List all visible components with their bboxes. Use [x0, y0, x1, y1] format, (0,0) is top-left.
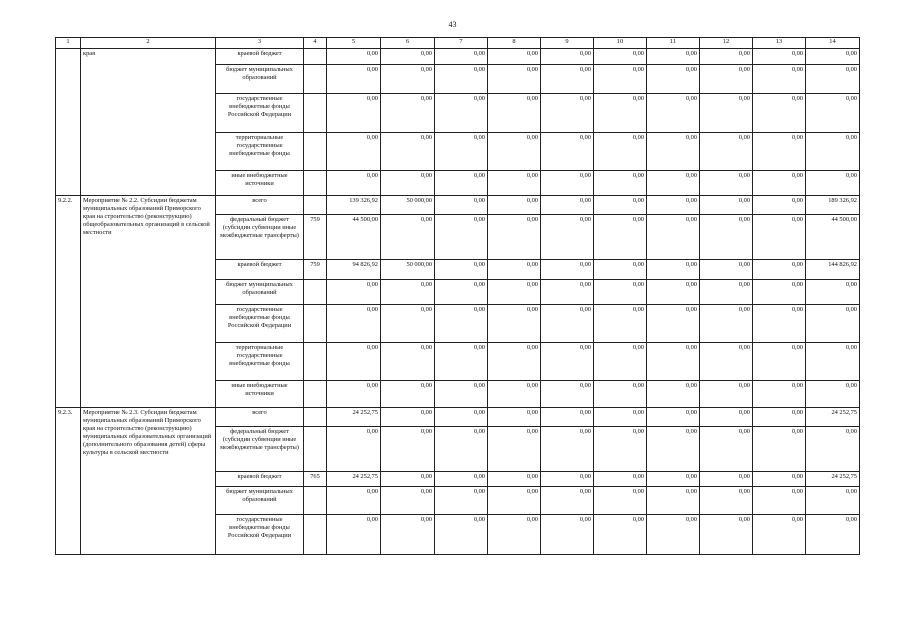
amount-cell: 0,00	[806, 171, 860, 196]
column-header: 10	[594, 38, 647, 49]
amount-cell: 0,00	[488, 65, 541, 94]
amount-cell: 0,00	[381, 305, 435, 343]
amount-cell: 0,00	[327, 280, 381, 305]
amount-cell: 0,00	[594, 472, 647, 487]
amount-cell: 0,00	[700, 305, 753, 343]
amount-cell: 0,00	[381, 133, 435, 171]
amount-cell: 0,00	[435, 515, 488, 555]
budget-code	[304, 427, 327, 472]
amount-cell: 0,00	[541, 487, 594, 515]
budget-code	[304, 133, 327, 171]
amount-cell: 94 826,92	[327, 260, 381, 280]
amount-cell: 24 252,75	[806, 472, 860, 487]
amount-cell: 0,00	[753, 280, 806, 305]
funding-source: федеральный бюджет (субсидии субвенции иные межбюджетные трансферты)	[216, 427, 304, 472]
amount-cell: 0,00	[647, 305, 700, 343]
amount-cell: 0,00	[594, 49, 647, 65]
amount-cell: 0,00	[541, 305, 594, 343]
item-code: 9.2.2.	[56, 196, 81, 408]
amount-cell: 0,00	[647, 427, 700, 472]
amount-cell: 0,00	[753, 215, 806, 260]
amount-cell: 0,00	[435, 487, 488, 515]
amount-cell: 0,00	[700, 215, 753, 260]
amount-cell: 0,00	[381, 515, 435, 555]
amount-cell: 0,00	[806, 280, 860, 305]
amount-cell: 0,00	[541, 65, 594, 94]
amount-cell: 0,00	[435, 260, 488, 280]
amount-cell: 0,00	[594, 94, 647, 133]
amount-cell: 0,00	[700, 280, 753, 305]
funding-source: бюджет муниципальных образований	[216, 65, 304, 94]
amount-cell: 0,00	[327, 487, 381, 515]
amount-cell: 0,00	[647, 280, 700, 305]
amount-cell: 0,00	[327, 171, 381, 196]
budget-code	[304, 280, 327, 305]
amount-cell: 50 000,00	[381, 260, 435, 280]
item-description: Мероприятие № 2.2. Субсидии бюджетам муниципальных образований Приморского края на строительство (реконструкцию) общеобразовательных организаций в сельской местности	[81, 196, 216, 408]
amount-cell: 0,00	[327, 515, 381, 555]
funding-source: территориальные государственные внебюджетные фонды	[216, 133, 304, 171]
amount-cell: 0,00	[488, 260, 541, 280]
amount-cell: 0,00	[753, 472, 806, 487]
funding-source: краевой бюджет	[216, 472, 304, 487]
amount-cell: 0,00	[594, 133, 647, 171]
amount-cell: 0,00	[647, 133, 700, 171]
column-header: 2	[81, 38, 216, 49]
budget-code: 759	[304, 215, 327, 260]
funding-source: краевой бюджет	[216, 260, 304, 280]
amount-cell: 0,00	[488, 472, 541, 487]
amount-cell: 0,00	[488, 343, 541, 381]
amount-cell: 0,00	[647, 487, 700, 515]
amount-cell: 0,00	[381, 487, 435, 515]
amount-cell: 0,00	[594, 260, 647, 280]
amount-cell: 0,00	[541, 94, 594, 133]
funding-source: территориальные государственные внебюджетные фонды	[216, 343, 304, 381]
amount-cell: 0,00	[753, 260, 806, 280]
amount-cell: 0,00	[488, 196, 541, 215]
amount-cell: 0,00	[806, 515, 860, 555]
column-header: 7	[435, 38, 488, 49]
amount-cell: 0,00	[753, 427, 806, 472]
amount-cell: 0,00	[327, 381, 381, 408]
amount-cell: 0,00	[647, 65, 700, 94]
amount-cell: 0,00	[435, 171, 488, 196]
table-row	[56, 196, 860, 215]
amount-cell: 0,00	[753, 487, 806, 515]
amount-cell: 0,00	[753, 65, 806, 94]
amount-cell: 0,00	[435, 215, 488, 260]
amount-cell: 0,00	[594, 171, 647, 196]
column-header: 8	[488, 38, 541, 49]
amount-cell: 0,00	[647, 343, 700, 381]
column-header: 11	[647, 38, 700, 49]
amount-cell: 0,00	[647, 260, 700, 280]
amount-cell: 0,00	[594, 427, 647, 472]
amount-cell: 0,00	[488, 280, 541, 305]
amount-cell: 0,00	[806, 427, 860, 472]
budget-code	[304, 343, 327, 381]
amount-cell: 0,00	[327, 305, 381, 343]
amount-cell: 24 252,75	[806, 408, 860, 427]
table-row	[56, 49, 860, 65]
amount-cell: 0,00	[753, 94, 806, 133]
amount-cell: 0,00	[753, 408, 806, 427]
amount-cell: 0,00	[327, 427, 381, 472]
budget-code: 765	[304, 472, 327, 487]
amount-cell: 0,00	[647, 196, 700, 215]
amount-cell: 0,00	[488, 133, 541, 171]
amount-cell: 0,00	[700, 487, 753, 515]
column-header: 4	[304, 38, 327, 49]
amount-cell: 0,00	[488, 215, 541, 260]
amount-cell: 0,00	[381, 427, 435, 472]
amount-cell: 0,00	[700, 260, 753, 280]
column-header: 14	[806, 38, 860, 49]
funding-source: иные внебюджетные источники	[216, 171, 304, 196]
amount-cell: 0,00	[541, 215, 594, 260]
amount-cell: 0,00	[381, 49, 435, 65]
amount-cell: 0,00	[327, 94, 381, 133]
amount-cell: 0,00	[488, 427, 541, 472]
amount-cell: 0,00	[753, 196, 806, 215]
amount-cell: 0,00	[806, 487, 860, 515]
budget-code	[304, 65, 327, 94]
amount-cell: 0,00	[541, 515, 594, 555]
funding-source: краевой бюджет	[216, 49, 304, 65]
amount-cell: 0,00	[541, 408, 594, 427]
amount-cell: 0,00	[435, 408, 488, 427]
amount-cell: 0,00	[594, 381, 647, 408]
amount-cell: 0,00	[488, 515, 541, 555]
amount-cell: 0,00	[541, 133, 594, 171]
budget-code	[304, 305, 327, 343]
amount-cell: 0,00	[435, 280, 488, 305]
budget-code	[304, 515, 327, 555]
column-header: 1	[56, 38, 81, 49]
item-code: 9.2.3.	[56, 408, 81, 555]
amount-cell: 0,00	[541, 280, 594, 305]
amount-cell: 0,00	[435, 343, 488, 381]
amount-cell: 0,00	[381, 280, 435, 305]
column-header: 5	[327, 38, 381, 49]
amount-cell: 0,00	[594, 215, 647, 260]
amount-cell: 0,00	[541, 381, 594, 408]
amount-cell: 0,00	[806, 133, 860, 171]
amount-cell: 24 252,75	[327, 472, 381, 487]
amount-cell: 189 326,92	[806, 196, 860, 215]
amount-cell: 0,00	[594, 343, 647, 381]
amount-cell: 0,00	[381, 171, 435, 196]
amount-cell: 0,00	[753, 171, 806, 196]
amount-cell: 0,00	[594, 408, 647, 427]
amount-cell: 0,00	[435, 472, 488, 487]
amount-cell: 0,00	[381, 343, 435, 381]
amount-cell: 144 826,92	[806, 260, 860, 280]
amount-cell: 0,00	[647, 49, 700, 65]
amount-cell: 0,00	[541, 427, 594, 472]
amount-cell: 0,00	[541, 260, 594, 280]
amount-cell: 0,00	[753, 133, 806, 171]
amount-cell: 0,00	[700, 381, 753, 408]
amount-cell: 0,00	[700, 171, 753, 196]
amount-cell: 0,00	[488, 408, 541, 427]
amount-cell: 0,00	[700, 133, 753, 171]
amount-cell: 0,00	[806, 305, 860, 343]
item-description: края	[81, 49, 216, 196]
amount-cell: 0,00	[753, 305, 806, 343]
amount-cell: 0,00	[700, 49, 753, 65]
budget-code	[304, 171, 327, 196]
amount-cell: 0,00	[488, 381, 541, 408]
funding-source: всего	[216, 408, 304, 427]
funding-source: бюджет муниципальных образований	[216, 280, 304, 305]
amount-cell: 0,00	[594, 196, 647, 215]
amount-cell: 0,00	[381, 408, 435, 427]
amount-cell: 0,00	[488, 171, 541, 196]
amount-cell: 0,00	[488, 487, 541, 515]
amount-cell: 0,00	[488, 94, 541, 133]
budget-code	[304, 94, 327, 133]
amount-cell: 0,00	[753, 343, 806, 381]
amount-cell: 0,00	[700, 94, 753, 133]
amount-cell: 0,00	[594, 305, 647, 343]
amount-cell: 0,00	[753, 515, 806, 555]
amount-cell: 0,00	[700, 408, 753, 427]
amount-cell: 0,00	[327, 49, 381, 65]
amount-cell: 0,00	[753, 49, 806, 65]
amount-cell: 0,00	[435, 49, 488, 65]
amount-cell: 0,00	[594, 487, 647, 515]
amount-cell: 0,00	[647, 408, 700, 427]
budget-code	[304, 381, 327, 408]
amount-cell: 0,00	[647, 381, 700, 408]
column-header: 3	[216, 38, 304, 49]
amount-cell: 0,00	[381, 65, 435, 94]
funding-source: иные внебюджетные источники	[216, 381, 304, 408]
table-body	[56, 49, 860, 555]
column-header: 6	[381, 38, 435, 49]
amount-cell: 0,00	[753, 381, 806, 408]
amount-cell: 0,00	[700, 196, 753, 215]
amount-cell: 0,00	[700, 472, 753, 487]
funding-source: всего	[216, 196, 304, 215]
amount-cell: 0,00	[541, 343, 594, 381]
amount-cell: 0,00	[541, 196, 594, 215]
budget-code	[304, 196, 327, 215]
amount-cell: 0,00	[806, 381, 860, 408]
amount-cell: 0,00	[594, 65, 647, 94]
amount-cell: 0,00	[435, 305, 488, 343]
budget-code	[304, 408, 327, 427]
amount-cell: 0,00	[435, 196, 488, 215]
amount-cell: 0,00	[806, 65, 860, 94]
amount-cell: 0,00	[488, 305, 541, 343]
amount-cell: 0,00	[327, 65, 381, 94]
page-number: 43	[448, 20, 457, 29]
amount-cell: 0,00	[806, 343, 860, 381]
item-code	[56, 49, 81, 196]
amount-cell: 0,00	[435, 381, 488, 408]
amount-cell: 0,00	[541, 171, 594, 196]
amount-cell: 0,00	[647, 215, 700, 260]
funding-source: государственные внебюджетные фонды Российской Федерации	[216, 515, 304, 555]
amount-cell: 0,00	[381, 381, 435, 408]
amount-cell: 0,00	[435, 427, 488, 472]
amount-cell: 0,00	[594, 515, 647, 555]
amount-cell: 0,00	[700, 427, 753, 472]
amount-cell: 50 000,00	[381, 196, 435, 215]
amount-cell: 0,00	[435, 94, 488, 133]
header-row	[56, 38, 860, 49]
amount-cell: 0,00	[327, 133, 381, 171]
funding-source: государственные внебюджетные фонды Российской Федерации	[216, 94, 304, 133]
amount-cell: 0,00	[700, 343, 753, 381]
amount-cell: 0,00	[594, 280, 647, 305]
amount-cell: 0,00	[647, 515, 700, 555]
budget-code: 759	[304, 260, 327, 280]
amount-cell: 0,00	[806, 49, 860, 65]
amount-cell: 0,00	[700, 65, 753, 94]
funding-source: бюджет муниципальных образований	[216, 487, 304, 515]
column-header: 12	[700, 38, 753, 49]
budget-code	[304, 487, 327, 515]
amount-cell: 0,00	[647, 472, 700, 487]
item-description: Мероприятие № 2.3. Субсидии бюджетам муниципальных образований Приморского края на строительство (реконструкцию) муниципальных образовательных организаций (дополнительного образования детей) сферы культуры в сельской местности	[81, 408, 216, 555]
amount-cell: 139 326,92	[327, 196, 381, 215]
table-row	[56, 408, 860, 427]
amount-cell: 0,00	[806, 94, 860, 133]
amount-cell: 44 500,00	[806, 215, 860, 260]
budget-table	[55, 37, 860, 555]
amount-cell: 0,00	[647, 171, 700, 196]
amount-cell: 0,00	[327, 343, 381, 381]
column-header: 9	[541, 38, 594, 49]
amount-cell: 0,00	[541, 49, 594, 65]
amount-cell: 0,00	[647, 94, 700, 133]
amount-cell: 0,00	[700, 515, 753, 555]
amount-cell: 0,00	[541, 472, 594, 487]
column-header: 13	[753, 38, 806, 49]
amount-cell: 24 252,75	[327, 408, 381, 427]
amount-cell: 44 500,00	[327, 215, 381, 260]
funding-source: федеральный бюджет (субсидии субвенции иные межбюджетные трансферты)	[216, 215, 304, 260]
amount-cell: 0,00	[381, 94, 435, 133]
amount-cell: 0,00	[381, 472, 435, 487]
amount-cell: 0,00	[381, 215, 435, 260]
amount-cell: 0,00	[488, 49, 541, 65]
amount-cell: 0,00	[435, 65, 488, 94]
funding-source: государственные внебюджетные фонды Российской Федерации	[216, 305, 304, 343]
budget-code	[304, 49, 327, 65]
amount-cell: 0,00	[435, 133, 488, 171]
